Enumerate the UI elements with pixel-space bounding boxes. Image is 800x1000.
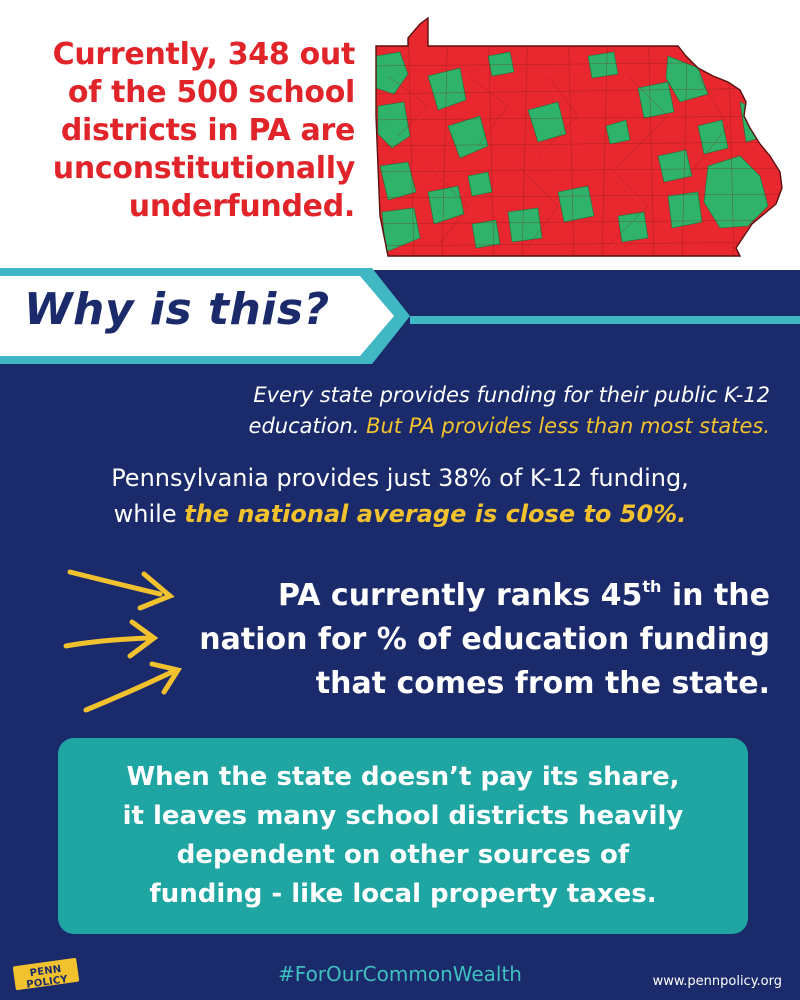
pennsylvania-map-icon xyxy=(368,16,788,262)
header-section xyxy=(0,0,800,268)
headline-line: underfunded. xyxy=(128,189,355,224)
ranking-line-2: nation for % of education funding xyxy=(199,622,770,657)
ranking-superscript: th xyxy=(642,577,662,596)
arrow-icon xyxy=(70,572,170,608)
callout-text xyxy=(58,758,748,914)
funding-line-2: while xyxy=(113,500,185,528)
website-link[interactable]: www.pennpolicy.org xyxy=(652,974,782,989)
callout-line: funding - like local property taxes. xyxy=(149,879,657,909)
logo-text: PENN POLICY xyxy=(25,963,69,991)
headline-line: Currently, 348 out xyxy=(52,37,355,72)
intro-text-2: education. xyxy=(248,414,367,438)
callout-box xyxy=(58,738,748,934)
callout-line: dependent on other sources of xyxy=(176,840,630,870)
hashtag: #ForOurCommonWealth xyxy=(278,962,522,986)
arrow-icon xyxy=(66,622,154,656)
ranking-line-3: that comes from the state. xyxy=(315,666,770,701)
headline xyxy=(10,36,355,226)
callout-line: it leaves many school districts heavily xyxy=(122,801,684,831)
ranking-statement xyxy=(170,574,770,706)
section-title: Why is this? xyxy=(24,284,330,335)
ranking-line-1-prefix: PA currently ranks 45 xyxy=(278,578,643,613)
funding-line-1: Pennsylvania provides just 38% of K-12 funding, xyxy=(111,464,689,492)
intro-paragraph xyxy=(30,380,770,442)
headline-line: districts in PA are xyxy=(60,113,355,148)
ranking-line-1-suffix: in the xyxy=(661,578,770,613)
callout-line: When the state doesn’t pay its share, xyxy=(126,762,680,792)
intro-highlight: But PA provides less than most states. xyxy=(366,414,770,438)
headline-line: unconstitutionally xyxy=(52,151,355,186)
headline-line: of the 500 school xyxy=(67,75,355,110)
arrow-icon xyxy=(86,664,178,710)
funding-highlight: the national average is close to 50%. xyxy=(184,500,687,528)
funding-paragraph xyxy=(0,460,800,532)
intro-text-1: Every state provides funding for their public K-12 xyxy=(253,383,770,407)
